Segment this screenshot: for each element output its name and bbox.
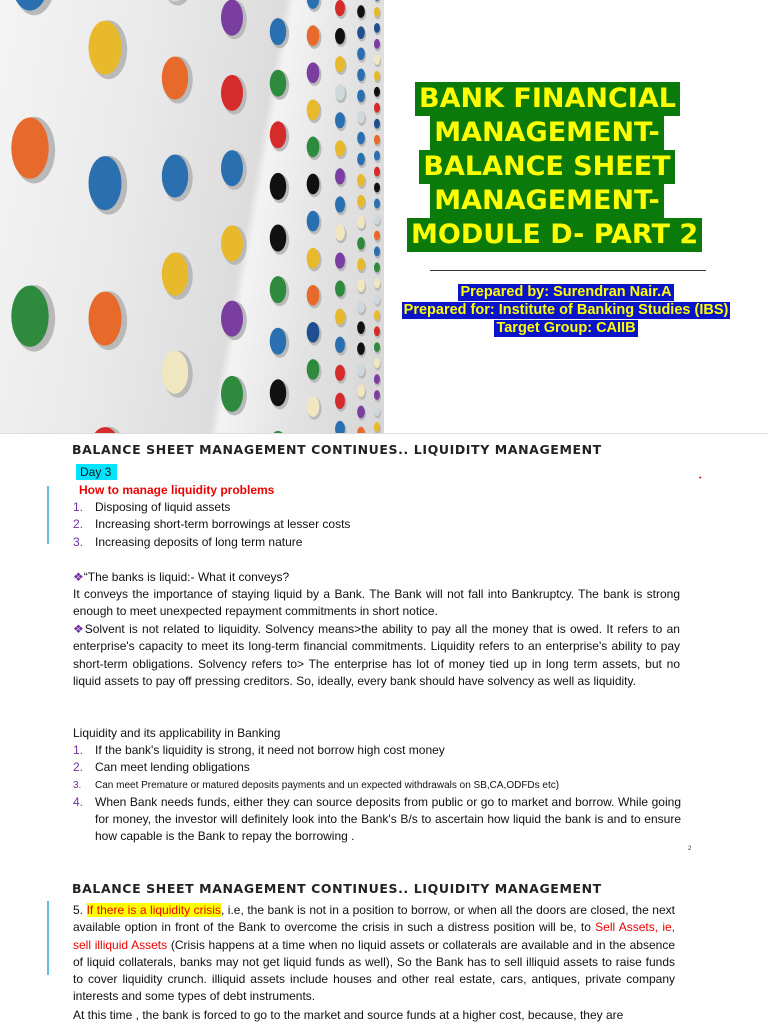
- wall-hole: [374, 215, 380, 225]
- wall-hole: [270, 328, 287, 355]
- applicability-list: [73, 742, 681, 846]
- subheading: How to manage liquidity problems: [79, 483, 275, 497]
- wall-hole: [374, 310, 380, 320]
- wall-hole: [270, 276, 287, 303]
- list-item: 2. Increasing short-term borrowings at lesser costs: [73, 517, 351, 532]
- wall-hole: [307, 62, 320, 83]
- wall-hole: [307, 359, 320, 380]
- wall-hole: [357, 363, 365, 376]
- wall-hole: [221, 150, 243, 186]
- wall-hole: [357, 321, 365, 334]
- slide-title: [407, 82, 699, 252]
- title-line: BALANCE SHEET: [419, 150, 674, 184]
- day-label: Day 3: [76, 464, 117, 480]
- wall-hole: [374, 199, 380, 209]
- wall-hole: [374, 7, 380, 17]
- title-line: MODULE D- PART 2: [407, 218, 702, 252]
- wall-hole: [221, 0, 243, 36]
- wall-hole: [357, 342, 365, 355]
- wall-hole: [357, 132, 365, 145]
- wall-hole: [357, 385, 365, 398]
- wall-hole: [307, 285, 320, 306]
- wall-hole: [270, 225, 287, 252]
- wall-hole: [270, 173, 287, 200]
- wall-hole: [11, 118, 48, 179]
- wall-hole: [357, 111, 365, 124]
- wall-hole: [270, 121, 287, 148]
- wall-hole: [374, 167, 380, 177]
- wall-hole: [307, 137, 320, 158]
- wall-hole: [374, 39, 380, 49]
- list-item: 3. Can meet Premature or matured deposits payments and un expected withdrawals on SB,CA,ODFDs etc): [73, 779, 560, 791]
- wall-hole: [357, 237, 365, 250]
- wall-hole: [335, 0, 345, 16]
- wall-hole: [221, 75, 243, 111]
- wall-hole: [335, 224, 345, 240]
- wall-hole: [270, 18, 287, 45]
- title-line: MANAGEMENT-: [430, 184, 663, 218]
- wall-hole: [357, 47, 365, 60]
- question-line: ❖“The banks is liquid:- What it conveys?: [73, 570, 290, 584]
- wall-hole: [335, 168, 345, 184]
- slide-liquidity-day3: [0, 433, 768, 863]
- title-slide: [0, 0, 768, 433]
- wall-hole: [374, 151, 380, 161]
- wall-hole: [89, 21, 122, 75]
- wall-hole: [335, 56, 345, 72]
- slide-heading: BALANCE SHEET MANAGEMENT CONTINUES.. LIQUIDITY MANAGEMENT: [72, 442, 602, 457]
- wall-hole: [374, 55, 380, 65]
- wall-hole: [374, 246, 380, 256]
- wall-hole: [357, 258, 365, 271]
- wall-hole: [335, 84, 345, 100]
- wall-hole: [357, 195, 365, 208]
- wall-hole: [374, 294, 380, 304]
- wall-hole: [357, 90, 365, 103]
- prepared-by: Prepared by: Surendran Nair.A: [460, 284, 672, 300]
- divider: [430, 270, 706, 271]
- wall-hole: [357, 406, 365, 419]
- wall-hole: [307, 99, 320, 120]
- wall-hole: [374, 358, 380, 368]
- wall-hole: [374, 183, 380, 193]
- wall-hole: [357, 153, 365, 166]
- wall-hole: [374, 406, 380, 416]
- wall-hole: [357, 300, 365, 313]
- prepared-for: Prepared for: Institute of Banking Studies (IBS): [403, 302, 729, 318]
- wall-hole: [270, 70, 287, 97]
- slide-heading: BALANCE SHEET MANAGEMENT CONTINUES.. LIQUIDITY MANAGEMENT: [72, 881, 602, 896]
- margin-bar: [47, 901, 49, 975]
- wall-hole: [307, 25, 320, 46]
- list-item: 4. When Bank needs funds, either they can source deposits from public or go to market and borrow. While going for money, the investor will definitely look into the Bank's B/s to ascertain how liquid the bank is and to ensure how capable is the Bank to repay the borrowing .: [73, 794, 681, 844]
- wall-hole: [307, 322, 320, 343]
- diamond-bullet-icon: ❖: [73, 622, 85, 636]
- paragraph: It conveys the importance of staying liquid by a Bank. The Bank will not fall into Bankruptcy. The bank is strong enough to meet unexpected repayment commitments in short notice.: [73, 587, 680, 619]
- wall-hole: [221, 225, 243, 261]
- wall-hole: [357, 69, 365, 82]
- highlight-text: If there is a liquidity crisis: [86, 903, 221, 917]
- wall-hole: [374, 119, 380, 129]
- wall-hole: [374, 135, 380, 145]
- wall-hole: [374, 374, 380, 384]
- list-item: 1. If the bank's liquidity is strong, it need not borrow high cost money: [73, 743, 445, 757]
- prepared-info: [386, 283, 746, 337]
- list-item: 2. Can meet lending obligations: [73, 760, 250, 775]
- wall-hole: [335, 252, 345, 268]
- wall-hole: [335, 421, 345, 433]
- applicability-title: Liquidity and its applicability in Banking: [73, 726, 281, 740]
- wall-hole: [89, 292, 122, 346]
- wall-hole: [335, 337, 345, 353]
- red-text: Sell Assets, ie, sell illiquid Assets: [73, 920, 676, 952]
- wall-hole: [335, 393, 345, 409]
- wall-hole: [270, 379, 287, 406]
- diamond-bullet-icon: ❖: [73, 570, 84, 584]
- list-item: 3. Increasing deposits of long term nature: [73, 534, 303, 549]
- list-item: 1. Disposing of liquid assets: [73, 500, 231, 514]
- wall-hole: [11, 286, 48, 347]
- target-group: Target Group: CAIIB: [496, 320, 636, 336]
- wall-hole: [335, 196, 345, 212]
- perforated-wall-image: [0, 0, 384, 433]
- wall-hole: [374, 278, 380, 288]
- margin-bar: [47, 486, 49, 544]
- wall-hole: [357, 174, 365, 187]
- paragraph: At this time , the bank is forced to go to the market and source funds at a higher cost, because, they are: [73, 1008, 624, 1022]
- wall-hole: [374, 87, 380, 97]
- wall-hole: [335, 365, 345, 381]
- wall-hole: [374, 23, 380, 33]
- marker-dot: •: [699, 475, 702, 482]
- wall-hole: [374, 342, 380, 352]
- wall-hole: [307, 396, 320, 417]
- wall-hole: [357, 5, 365, 18]
- page-number: 2: [688, 846, 692, 852]
- wall-hole: [162, 56, 188, 99]
- slide-liquidity-crisis: [0, 863, 768, 1024]
- wall-hole: [357, 279, 365, 292]
- paragraph: ❖Solvent is not related to liquidity. Solvency means>the ability to pay all the money that is owed. It refers to an enterprise's capacity to meet its long-term financial commitments. Liquidity refers to an enterprise's ability to pay short-term obligations. Solvency refers to> The enterprise has lot of money tied up in long term assets, but no liquid assets to pay off pressing creditors. So, ideally, every bank should have solvency as well as liquidity.: [73, 622, 680, 688]
- wall-hole: [374, 103, 380, 113]
- wall-hole: [221, 301, 243, 337]
- wall-hole: [162, 253, 188, 296]
- wall-hole: [89, 156, 122, 210]
- wall-hole: [357, 26, 365, 39]
- wall-hole: [374, 230, 380, 240]
- wall-hole: [307, 248, 320, 269]
- wall-hole: [335, 140, 345, 156]
- title-line: MANAGEMENT-: [430, 116, 663, 150]
- paragraph: 5. If there is a liquidity crisis, i.e, the bank is not in a position to borrow, or when all the doors are closed, the next available option in front of the Bank to overcome the crisis in such a distress position will be, to Sell Assets, ie, sell illiquid Assets (Crisis happens at a time when no liquid assets or collaterals are available and in the absence of liquid collaterals, banks may not get liquid funds as well), So the Bank has to sell illiquid assets to raise funds to cover liquidity crunch. illiquid assets include houses and other real estate, cars, antiques, private company interests and some types of debt instruments.: [73, 903, 676, 1004]
- wall-hole: [307, 174, 320, 195]
- wall-hole: [374, 71, 380, 81]
- wall-hole: [374, 390, 380, 400]
- wall-hole: [374, 326, 380, 336]
- wall-hole: [335, 28, 345, 44]
- wall-hole: [335, 112, 345, 128]
- steps-list: [73, 499, 693, 551]
- wall-hole: [335, 309, 345, 325]
- wall-hole: [374, 422, 380, 432]
- wall-hole: [162, 154, 188, 197]
- cover-photo: [0, 0, 384, 433]
- title-line: BANK FINANCIAL: [415, 82, 680, 116]
- wall-hole: [221, 376, 243, 412]
- wall-hole: [374, 262, 380, 272]
- wall-hole: [162, 351, 188, 394]
- wall-hole: [335, 281, 345, 297]
- wall-hole: [357, 216, 365, 229]
- wall-hole: [307, 211, 320, 232]
